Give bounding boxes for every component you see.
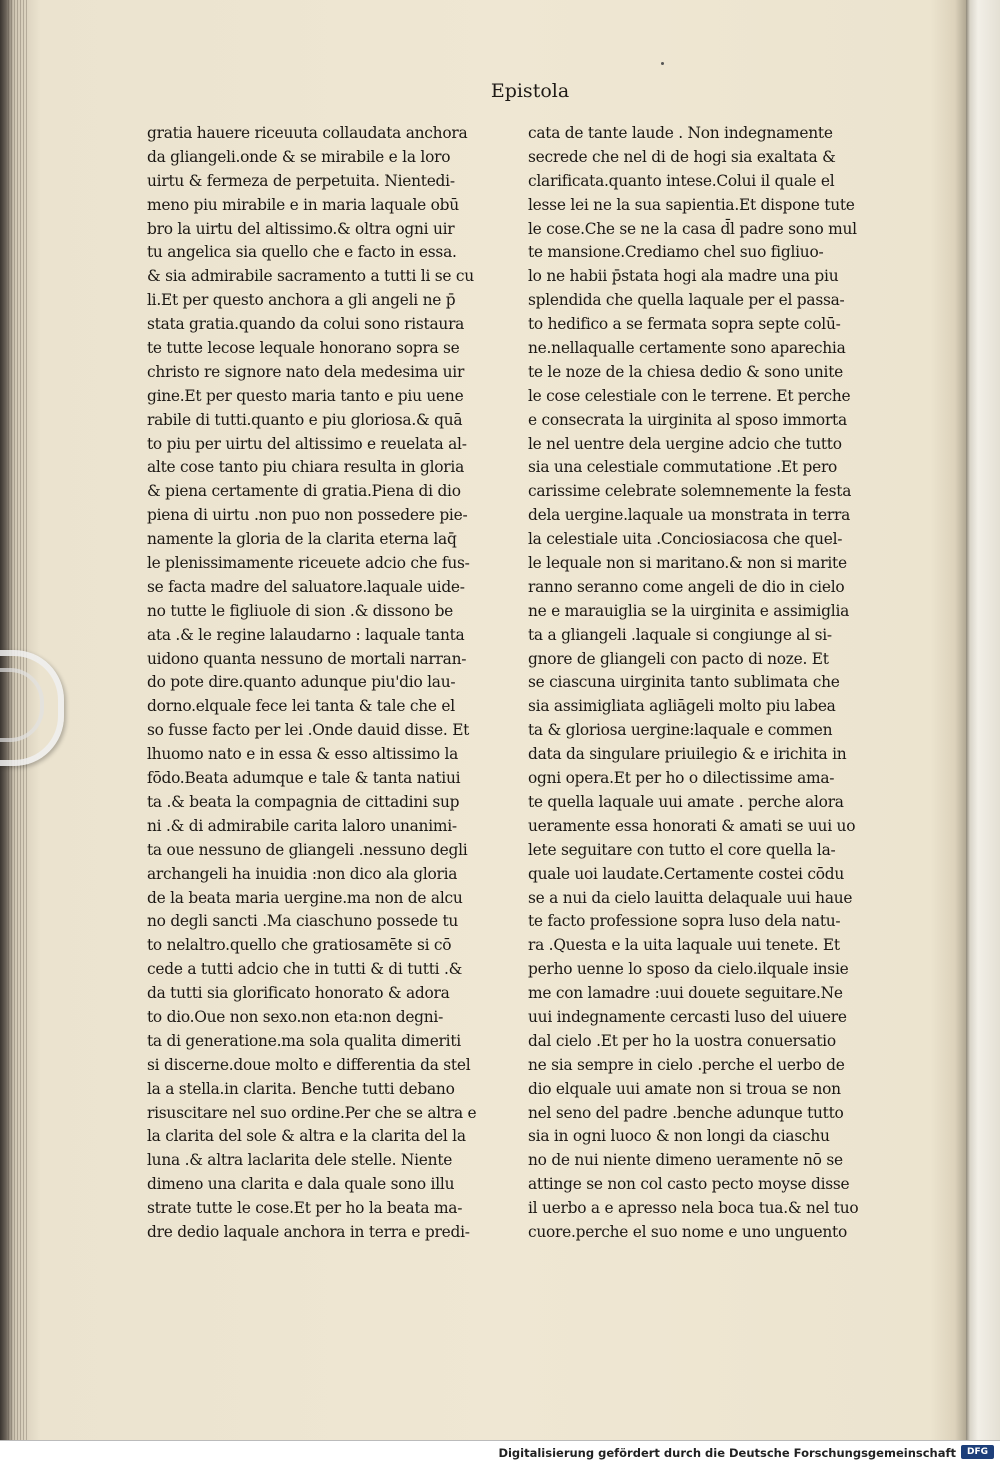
dfg-logo: DFG xyxy=(961,1445,994,1459)
text-line: te le noze de la chiesa dedio & sono unite xyxy=(528,362,844,381)
text-line: risuscitare nel suo ordine.Per che se altra e xyxy=(147,1103,477,1122)
text-line: lete seguitare con tutto el core quella la- xyxy=(528,840,836,859)
text-line: le plenissimamente riceuete adcio che fus- xyxy=(147,554,470,573)
text-line: christo re signore nato dela medesima uir xyxy=(147,362,465,381)
text-line: uui indegnamente cercasti luso del uiuere xyxy=(528,1007,847,1026)
text-line: se a nui da cielo lauitta delaquale uui haue xyxy=(528,888,853,907)
text-line: splendida che quella laquale per el passa- xyxy=(528,291,845,310)
text-line: & sia admirabile sacramento a tutti li se cu xyxy=(147,267,474,286)
text-line: to hedifico a se fermata sopra septe colū- xyxy=(528,315,841,334)
text-line: nel seno del padre .benche adunque tutto xyxy=(528,1103,844,1122)
text-line: cede a tutti adcio che in tutti & di tutti .& xyxy=(147,960,463,979)
text-line: gine.Et per questo maria tanto e piu uene xyxy=(147,386,464,405)
text-line: uirtu & fermeza de perpetuita. Nientedi- xyxy=(147,171,455,190)
text-line: quale uoi laudate.Certamente costei cōdu xyxy=(528,864,845,883)
text-line: te quella laquale uui amate . perche alora xyxy=(528,792,844,811)
text-line: ta .& beata la compagnia de cittadini sup xyxy=(147,792,460,811)
text-line: namente la gloria de la clarita eterna laq̄ xyxy=(147,530,457,549)
text-line: le nel uentre dela uergine adcio che tutto xyxy=(528,434,842,453)
text-line: ueramente essa honorati & amati se uui uo xyxy=(528,816,856,835)
text-line: ne e marauiglia se la uirginita e assimiglia xyxy=(528,601,850,620)
text-line: dimeno una clarita e dala quale sono illu xyxy=(147,1175,455,1194)
text-line: ne.nellaqualle certamente sono aparechia xyxy=(528,339,846,358)
text-line: ra .Questa e la uita laquale uui tenete. Et xyxy=(528,936,840,955)
text-line: ta & gloriosa uergine:laquale e commen xyxy=(528,721,833,740)
text-line: te facto professione sopra luso dela natu- xyxy=(528,912,841,931)
text-line: ni .& di admirabile carita laloro unanimi- xyxy=(147,816,457,835)
text-line: se facta madre del saluatore.laquale uide- xyxy=(147,577,465,596)
text-line: le cose.Che se ne la casa d̄l padre sono mul xyxy=(528,219,857,238)
funding-credit: Digitalisierung gefördert durch die Deutsche Forschungsgemeinschaft xyxy=(498,1446,956,1460)
text-line: ta a gliangeli .laquale si congiunge al si- xyxy=(528,625,832,644)
text-line: rabile di tutti.quanto e piu gloriosa.& quā xyxy=(147,410,463,429)
text-line: so fusse facto per lei .Onde dauid disse. Et xyxy=(147,721,470,740)
text-line: te mansione.Crediamo chel suo figliuo- xyxy=(528,243,824,262)
text-line: attinge se non col casto pecto moyse disse xyxy=(528,1175,850,1194)
text-line: da tutti sia glorificato honorato & adora xyxy=(147,984,450,1003)
text-line: dal cielo .Et per ho la uostra conuersatio xyxy=(528,1031,836,1050)
text-line: dorno.elquale fece lei tanta & tale che el xyxy=(147,697,455,716)
text-line: ne sia sempre in cielo .perche el uerbo de xyxy=(528,1055,845,1074)
text-line: carissime celebrate solemnemente la festa xyxy=(528,482,852,501)
text-line: le lequale non si maritano.& non si marite xyxy=(528,554,847,573)
text-line: lesse lei ne la sua sapientia.Et dispone tute xyxy=(528,195,855,214)
text-line: me con lamadre :uui douete seguitare.Ne xyxy=(528,984,843,1003)
text-line: to dio.Oue non sexo.non eta:non degni- xyxy=(147,1007,444,1026)
text-line: cuore.perche el suo nome e uno unguento xyxy=(528,1222,847,1241)
text-line: piena di uirtu .non puo non possedere pie- xyxy=(147,506,468,525)
text-line: lhuomo nato e in essa & esso altissimo la xyxy=(147,745,459,764)
left-text-column xyxy=(147,122,517,1245)
text-line: la celestiale uita .Conciosiacosa che quel- xyxy=(528,530,843,549)
text-line: tu angelica sia quello che e facto in essa. xyxy=(147,243,457,262)
text-line: li.Et per questo anchora a gli angeli ne p̄ xyxy=(147,291,456,310)
right-text-column xyxy=(528,122,898,1245)
text-line: & piena certamente di gratia.Piena di dio xyxy=(147,482,461,501)
text-line: la a stella.in clarita. Benche tutti debano xyxy=(147,1079,455,1098)
text-line: fōdo.Beata adumque e tale & tanta natiui xyxy=(147,769,461,788)
footer-bar xyxy=(0,1440,1000,1464)
text-line: il uerbo a e apresso nela boca tua.& nel tuo xyxy=(528,1199,859,1218)
text-line: ta di generatione.ma sola qualita dimeriti xyxy=(147,1031,461,1050)
text-line: uidono quanta nessuno de mortali narran- xyxy=(147,649,467,668)
text-line: bro la uirtu del altissimo.& oltra ogni uir xyxy=(147,219,455,238)
text-line: e consecrata la uirginita al sposo immorta xyxy=(528,410,847,429)
text-line: de la beata maria uergine.ma non de alcu xyxy=(147,888,463,907)
text-line: meno piu mirabile e in maria laquale obū xyxy=(147,195,459,214)
text-line: dela uergine.laquale ua monstrata in terra xyxy=(528,506,851,525)
text-line: si discerne.doue molto e differentia da stel xyxy=(147,1055,471,1074)
text-line: no degli sancti .Ma ciaschuno possede tu xyxy=(147,912,459,931)
text-line: to piu per uirtu del altissimo e reuelata al- xyxy=(147,434,467,453)
text-line: te tutte lecose lequale honorano sopra se xyxy=(147,339,460,358)
text-line: stata gratia.quando da colui sono ristaura xyxy=(147,315,465,334)
text-line: no de nui niente dimeno ueramente nō se xyxy=(528,1151,843,1170)
text-line: perho uenne lo sposo da cielo.ilquale insie xyxy=(528,960,849,979)
text-line: gnore de gliangeli con pacto di noze. Et xyxy=(528,649,829,668)
text-line: le cose celestiale con le terrene. Et perche xyxy=(528,386,851,405)
text-line: no tutte le figliuole di sion .& dissono be xyxy=(147,601,454,620)
text-line: sia in ogni luoco & non longi da ciaschu xyxy=(528,1127,830,1146)
text-line: ogni opera.Et per ho o dilectissime ama- xyxy=(528,769,835,788)
text-line: clarificata.quanto intese.Colui il quale el xyxy=(528,171,835,190)
text-line: dre dedio laquale anchora in terra e predi- xyxy=(147,1222,470,1241)
text-line: dio elquale uui amate non si troua se non xyxy=(528,1079,841,1098)
text-line: archangeli ha inuidia :non dico ala gloria xyxy=(147,864,458,883)
text-line: secrede che nel di de hogi sia exaltata & xyxy=(528,147,836,166)
text-line: lo ne habii p̄stata hogi ala madre una piu xyxy=(528,267,839,286)
ink-dot xyxy=(661,62,664,65)
facing-page-edge xyxy=(966,0,1000,1440)
text-line: ranno seranno come angeli de dio in cielo xyxy=(528,577,845,596)
text-line: sia una celestiale commutatione .Et pero xyxy=(528,458,838,477)
text-line: to nelaltro.quello che gratiosamēte si cō xyxy=(147,936,452,955)
text-line: sia assimigliata agliāgeli molto piu labea xyxy=(528,697,836,716)
running-title: Epistola xyxy=(490,80,570,102)
text-line: da gliangeli.onde & se mirabile e la loro xyxy=(147,147,451,166)
text-line: ata .& le regine lalaudarno : laquale tanta xyxy=(147,625,465,644)
text-line: alte cose tanto piu chiara resulta in gloria xyxy=(147,458,464,477)
text-line: cata de tante laude . Non indegnamente xyxy=(528,124,833,142)
text-line: gratia hauere riceuuta collaudata anchora xyxy=(147,124,468,142)
text-line: se ciascuna uirginita tanto sublimata che xyxy=(528,673,840,692)
text-line: luna .& altra laclarita dele stelle. Niente xyxy=(147,1151,453,1170)
text-line: do pote dire.quanto adunque piu'dio lau- xyxy=(147,673,456,692)
text-line: ta oue nessuno de gliangeli .nessuno degli xyxy=(147,840,468,859)
text-line: data da singulare priuilegio & e irichita in xyxy=(528,745,847,764)
text-line: la clarita del sole & altra e la clarita del la xyxy=(147,1127,466,1146)
text-line: strate tutte le cose.Et per ho la beata ma- xyxy=(147,1199,463,1218)
